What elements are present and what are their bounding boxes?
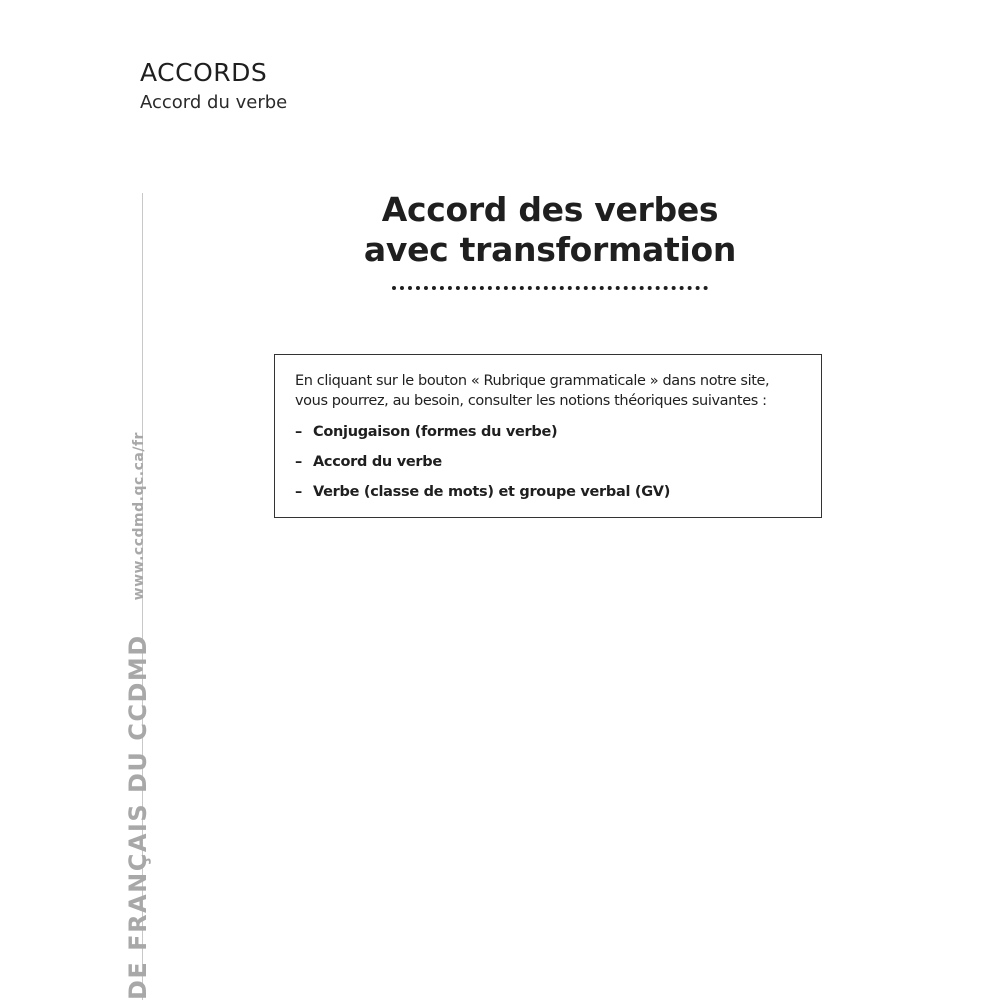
list-dash: – [295,484,302,500]
notions-intro [295,371,815,411]
notion-item-label: Verbe (classe de mots) et groupe verbal (GV) [313,484,671,500]
page-title-line-2: avec transformation [363,230,737,269]
sidebar-vertical-text [126,432,150,1000]
notion-item-label: Accord du verbe [313,454,442,470]
list-dash: – [295,454,302,470]
notion-item-conjugaison[interactable] [295,422,557,442]
notions-intro-line-2: vous pourrez, au besoin, consulter les notions théoriques suivantes : [295,393,767,409]
page-title-line-1: Accord des verbes [381,190,719,229]
notions-box [274,354,822,518]
notion-item-accord-du-verbe[interactable] [295,452,442,472]
sidebar-brand: DE FRANÇAIS DU CCDMD [124,634,152,1000]
notion-item-label: Conjugaison (formes du verbe) [313,424,558,440]
notions-intro-line-1: En cliquant sur le bouton « Rubrique grammaticale » dans notre site, [295,373,770,389]
section-subtitle: Accord du verbe [140,92,288,113]
sidebar-url: www.ccdmd.qc.ca/fr [131,432,147,601]
list-dash: – [295,424,302,440]
section-title: ACCORDS [140,58,268,87]
notion-item-verbe-groupe-verbal[interactable] [295,482,670,502]
page-title [340,190,760,270]
title-dotted-rule [392,286,708,290]
